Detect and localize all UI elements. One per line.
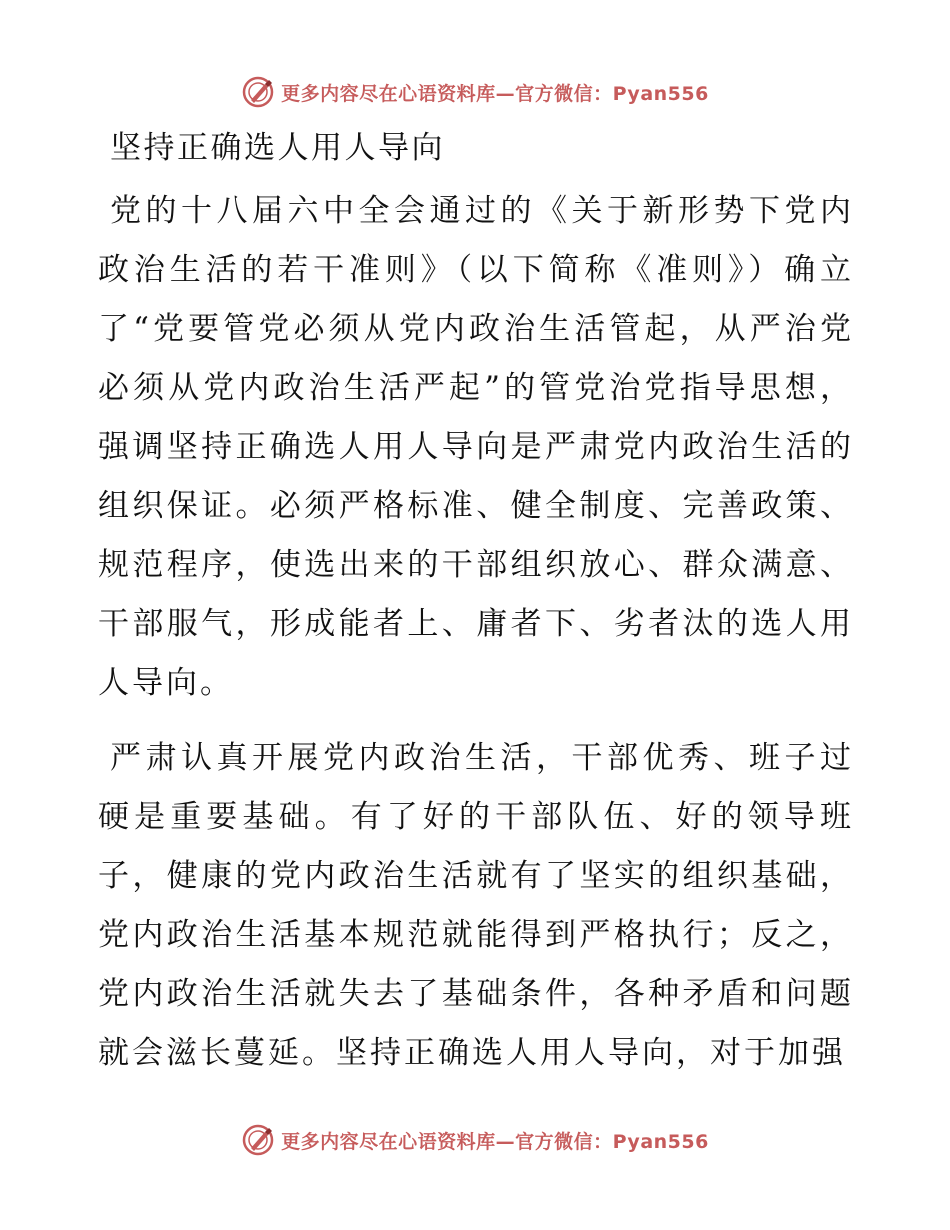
pen-seal-logo-icon xyxy=(241,1123,275,1157)
footer-watermark xyxy=(0,1120,950,1160)
paragraph-2: 严肃认真开展党内政治生活，干部优秀、班子过硬是重要基础。有了好的干部队伍、好的领导班子，健康的党内政治生活就有了坚实的组织基础，党内政治生活基本规范就能得到严格执行；反之，党内政治生活就失去了基础条件，各种矛盾和问题就会滋长蔓延。坚持正确选人用人导向，对于加强 xyxy=(98,740,854,1071)
watermark-text: 更多内容尽在心语资料库—官方微信：Pyan556 xyxy=(281,82,709,105)
document-title: 坚持正确选人用人导向 xyxy=(110,130,445,166)
document-body xyxy=(98,122,854,1099)
pen-seal-logo-icon xyxy=(241,75,275,109)
header-watermark xyxy=(0,72,950,112)
watermark-text: 更多内容尽在心语资料库—官方微信：Pyan556 xyxy=(281,1130,709,1153)
paragraph-1: 党的十八届六中全会通过的《关于新形势下党内政治生活的若干准则》（以下简称《准则》）确立了“党要管党必须从党内政治生活管起，从严治党必须从党内政治生活严起”的管党治党指导思想，强调坚持正确选人用人导向是严肃党内政治生活的组织保证。必须严格标准、健全制度、完善政策、规范程序，使选出来的干部组织放心、群众满意、干部服气，形成能者上、庸者下、劣者汰的选人用人导向。 xyxy=(98,193,854,701)
